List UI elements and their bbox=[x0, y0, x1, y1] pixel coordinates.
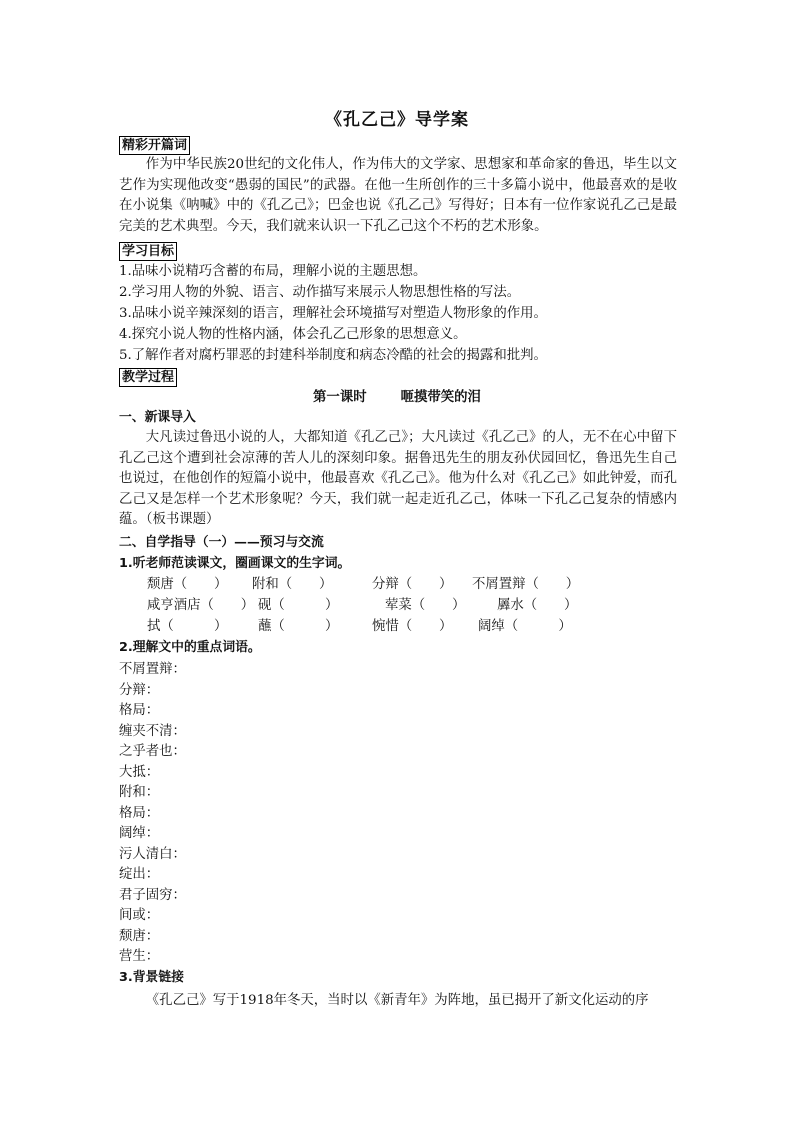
vocab-item: 蘸（ ） bbox=[258, 619, 339, 634]
vocab-item: 颓唐（ ） bbox=[147, 577, 228, 592]
term-item: 阔绰： bbox=[119, 826, 160, 841]
term-item: 营生： bbox=[119, 949, 160, 964]
vocab-item: 不屑置辩（ ） bbox=[472, 577, 580, 592]
goal-item: 2.学习用人物的外貌、语言、动作描写来展示人物思想性格的写法。 bbox=[119, 285, 521, 300]
goal-item: 1.品味小说精巧含蓄的布局，理解小说的主题思想。 bbox=[119, 264, 427, 279]
section-label-goals: 学习目标 bbox=[119, 242, 177, 261]
vocab-item: 分辩（ ） bbox=[372, 577, 453, 592]
goal-item: 4.探究小说人物的性格内涵，体会孔乙己形象的思想意义。 bbox=[119, 327, 467, 342]
part1-paragraph: 大凡读过鲁迅小说的人，大都知道《孔乙己》；大凡读过《孔乙己》的人，无不在心中留下孔乙己这个遭到社会凉薄的苦人儿的深刻印象。据鲁迅先生的朋友孙伏园回忆，鲁迅先生自己也说过，在他创作的短篇小说中，他最喜欢《孔乙己》。他为什么对《孔乙己》如此钟爱，而孔乙己又是怎样一个艺术形象呢？今天，我们就一起走近孔乙己，体味一下孔乙己复杂的情感内蕴。（板书课题） bbox=[119, 430, 677, 527]
question-2: 2.理解文中的重点词语。 bbox=[119, 640, 261, 655]
term-list bbox=[119, 660, 186, 968]
term-item: 污人清白： bbox=[119, 846, 186, 862]
vocab-item: 阔绰（ ） bbox=[478, 619, 572, 634]
intro-paragraph: 作为中华民族20世纪的文化伟人，作为伟大的文学家、思想家和革命家的鲁迅，毕生以文艺作为实现他改变“愚弱的国民”的武器。在他一生所创作的三十多篇小说中，他最喜欢的是收在小说集《呐喊》中的《孔乙己》；巴金也说《孔乙己》写得好；日本有一位作家说孔乙己是最完美的艺术典型。今天，我们就来认识一下孔乙己这个不朽的艺术形象。 bbox=[119, 157, 677, 234]
goal-item: 5.了解作者对腐朽罪恶的封建科举制度和病态冷酷的社会的揭露和批判。 bbox=[119, 348, 547, 363]
term-item: 绽出： bbox=[119, 867, 160, 882]
term-item: 君子固穷： bbox=[119, 887, 186, 903]
section-label-process: 教学过程 bbox=[119, 368, 177, 387]
term-item: 附和： bbox=[119, 785, 160, 800]
term-item: 格局： bbox=[119, 703, 160, 718]
vocab-item: 羼水（ ） bbox=[497, 598, 578, 613]
lesson-title: 第一课时 bbox=[313, 390, 367, 405]
vocab-item: 咸亨酒店（ ） bbox=[147, 598, 255, 613]
goal-item: 3.品味小说辛辣深刻的语言，理解社会环境描写对塑造人物形象的作用。 bbox=[119, 306, 547, 321]
part2-heading: 二、自学指导（一）——预习与交流 bbox=[119, 535, 324, 550]
term-item: 间或： bbox=[119, 908, 160, 923]
term-item: 分辩： bbox=[119, 682, 160, 698]
term-item: 大抵： bbox=[119, 764, 160, 780]
term-item: 之乎者也： bbox=[119, 744, 186, 759]
vocab-item: 砚（ ） bbox=[258, 598, 339, 613]
section-label-intro: 精彩开篇词 bbox=[119, 136, 190, 155]
lesson-heading bbox=[0, 388, 794, 408]
question-3: 3.背景链接 bbox=[119, 970, 184, 985]
term-item: 颓唐： bbox=[119, 928, 160, 944]
vocab-item: 拭（ ） bbox=[147, 619, 228, 634]
vocab-item: 附和（ ） bbox=[252, 577, 333, 592]
term-item: 缠夹不清： bbox=[119, 723, 186, 739]
vocab-item: 荤菜（ ） bbox=[385, 598, 466, 613]
term-item: 不屑置辩： bbox=[119, 662, 186, 677]
page-title: 《孔乙己》导学案 bbox=[325, 110, 469, 130]
vocab-item: 惋惜（ ） bbox=[372, 619, 453, 634]
question-1: 1.听老师范读课文，圈画课文的生字词。 bbox=[119, 556, 351, 571]
term-item: 格局： bbox=[119, 805, 160, 821]
background-paragraph: 《孔乙己》写于1918年冬天，当时以《新青年》为阵地，虽已揭开了新文化运动的序 bbox=[145, 993, 649, 1008]
part1-heading: 一、新课导入 bbox=[119, 410, 196, 425]
lesson-subtitle: 咂摸带笑的泪 bbox=[400, 390, 481, 405]
